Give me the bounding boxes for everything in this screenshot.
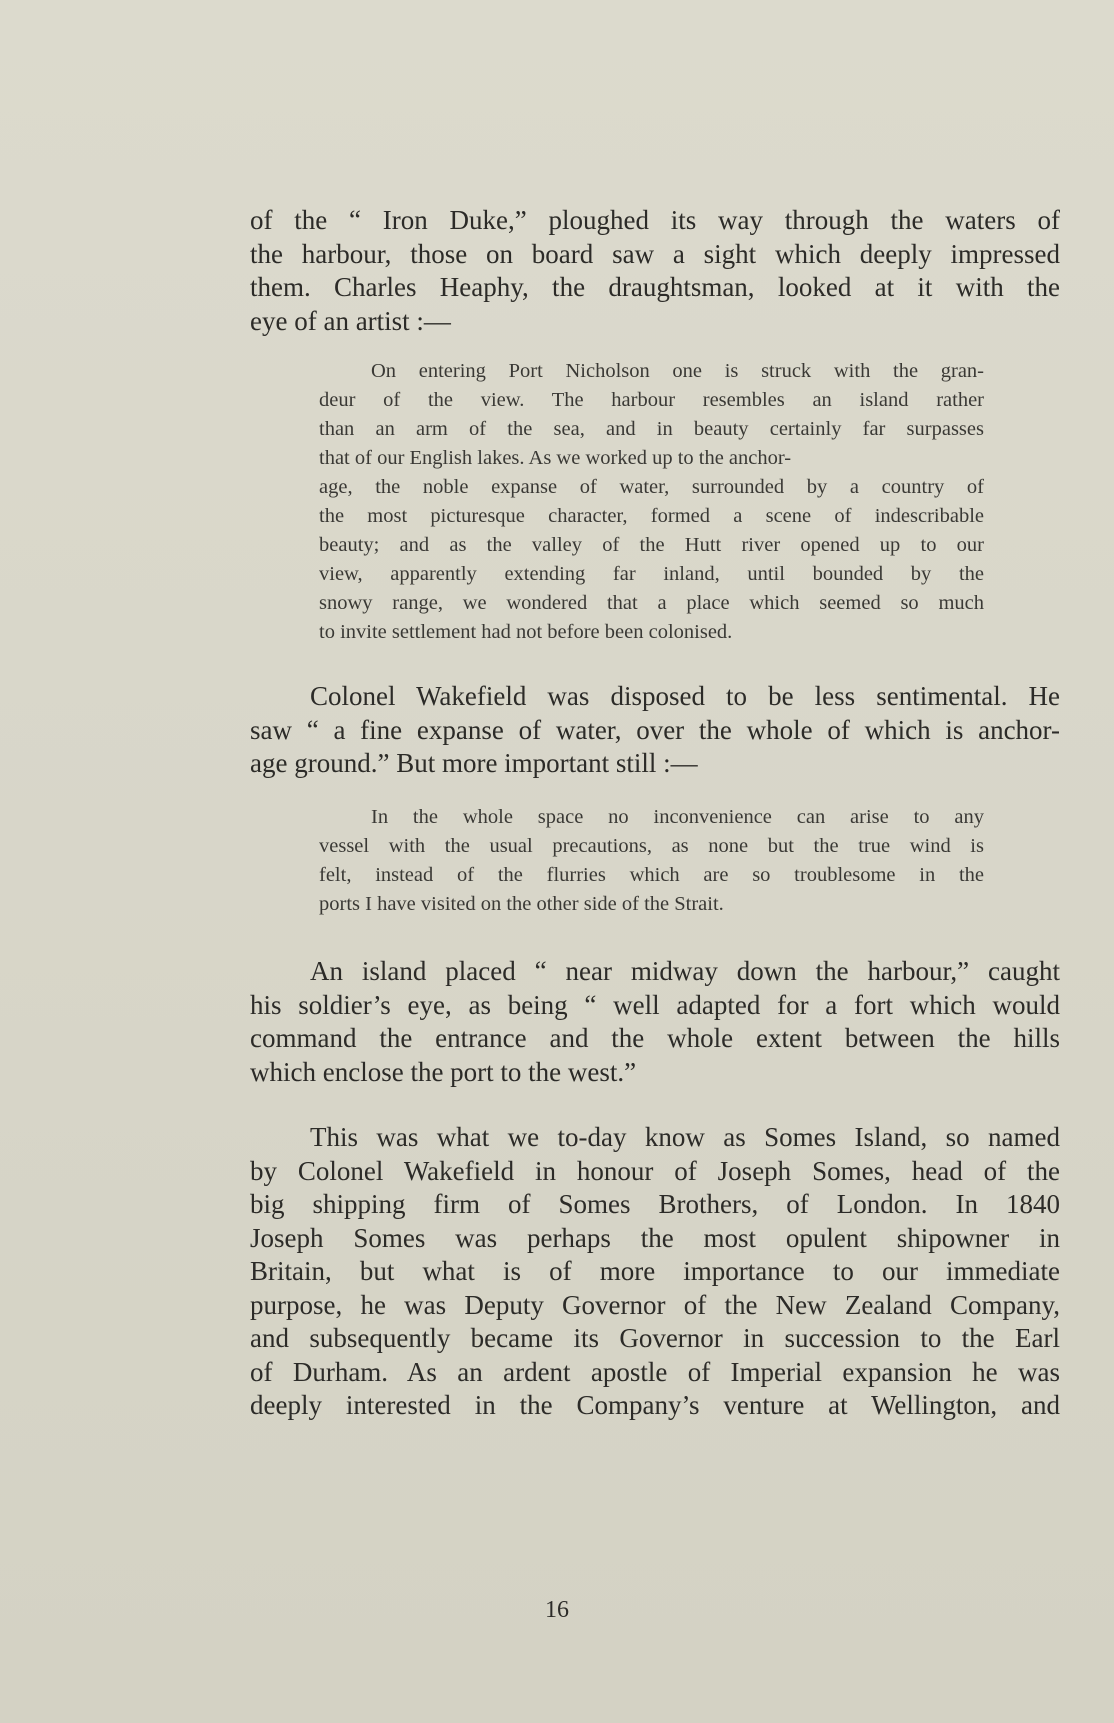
quote-line: than an arm of the sea, and in beauty certainly far surpasses xyxy=(319,418,984,440)
text-line: Colonel Wakefield was disposed to be less sentimental. He xyxy=(310,681,1060,711)
quote-line: view, apparently extending far inland, until bounded by the xyxy=(319,563,984,585)
paragraph-1 xyxy=(250,204,1060,338)
block-quote-heaphy xyxy=(319,357,984,647)
text-line: saw “ a fine expanse of water, over the whole of which is anchor- xyxy=(250,714,1060,745)
text-line: of the “ Iron Duke,” ploughed its way through the waters of xyxy=(250,205,1060,235)
text-line: age ground.” But more important still :— xyxy=(250,748,698,778)
text-line: of Durham. As an ardent apostle of Imperial expansion he was xyxy=(250,1356,1060,1387)
text-line: Joseph Somes was perhaps the most opulent shipowner in xyxy=(250,1222,1060,1253)
quote-line: vessel with the usual precautions, as none but the true wind is xyxy=(319,835,984,857)
quote-line: On entering Port Nicholson one is struck with the gran- xyxy=(371,360,984,382)
text-line: by Colonel Wakefield in honour of Joseph Somes, head of the xyxy=(250,1155,1060,1186)
quote-line: age, the noble expanse of water, surrounded by a country of xyxy=(319,476,984,498)
quote-line: the most picturesque character, formed a scene of indescribable xyxy=(319,505,984,527)
quote-line: beauty; and as the valley of the Hutt river opened up to our xyxy=(319,534,984,556)
block-quote-wakefield xyxy=(319,803,984,919)
text-line: which enclose the port to the west.” xyxy=(250,1056,637,1087)
text-line: his soldier’s eye, as being “ well adapted for a fort which would xyxy=(250,989,1060,1020)
text-line: the harbour, those on board saw a sight which deeply impressed xyxy=(250,238,1060,269)
text-line: This was what we to-day know as Somes Island, so named xyxy=(310,1122,1060,1152)
text-line: eye of an artist :— xyxy=(250,305,451,336)
text-line: purpose, he was Deputy Governor of the New Zealand Company, xyxy=(250,1289,1060,1320)
quote-line: ports I have visited on the other side of the Strait. xyxy=(319,893,724,915)
quote-line: In the whole space no inconvenience can arise to any xyxy=(371,806,984,828)
paragraph-2 xyxy=(250,680,1060,781)
text-line: An island placed “ near midway down the harbour,” caught xyxy=(310,956,1060,986)
quote-line: deur of the view. The harbour resembles an island rather xyxy=(319,389,984,411)
paragraph-4 xyxy=(250,1121,1060,1423)
text-line: and subsequently became its Governor in succession to the Earl xyxy=(250,1323,1060,1353)
text-line: them. Charles Heaphy, the draughtsman, looked at it with the xyxy=(250,272,1060,302)
quote-line: to invite settlement had not before been colonised. xyxy=(319,621,733,643)
page-number: 16 xyxy=(545,1597,569,1623)
text-line: deeply interested in the Company’s venture at Wellington, and xyxy=(250,1390,1060,1420)
quote-line: felt, instead of the flurries which are so troublesome in the xyxy=(319,864,984,886)
text-line: command the entrance and the whole extent between the hills xyxy=(250,1023,1060,1053)
paragraph-3 xyxy=(250,955,1060,1089)
quote-line: that of our English lakes. As we worked up to the anchor- xyxy=(319,447,792,469)
text-line: big shipping firm of Somes Brothers, of London. In 1840 xyxy=(250,1189,1060,1219)
quote-line: snowy range, we wondered that a place which seemed so much xyxy=(319,592,984,614)
text-line: Britain, but what is of more importance to our immediate xyxy=(250,1256,1060,1286)
